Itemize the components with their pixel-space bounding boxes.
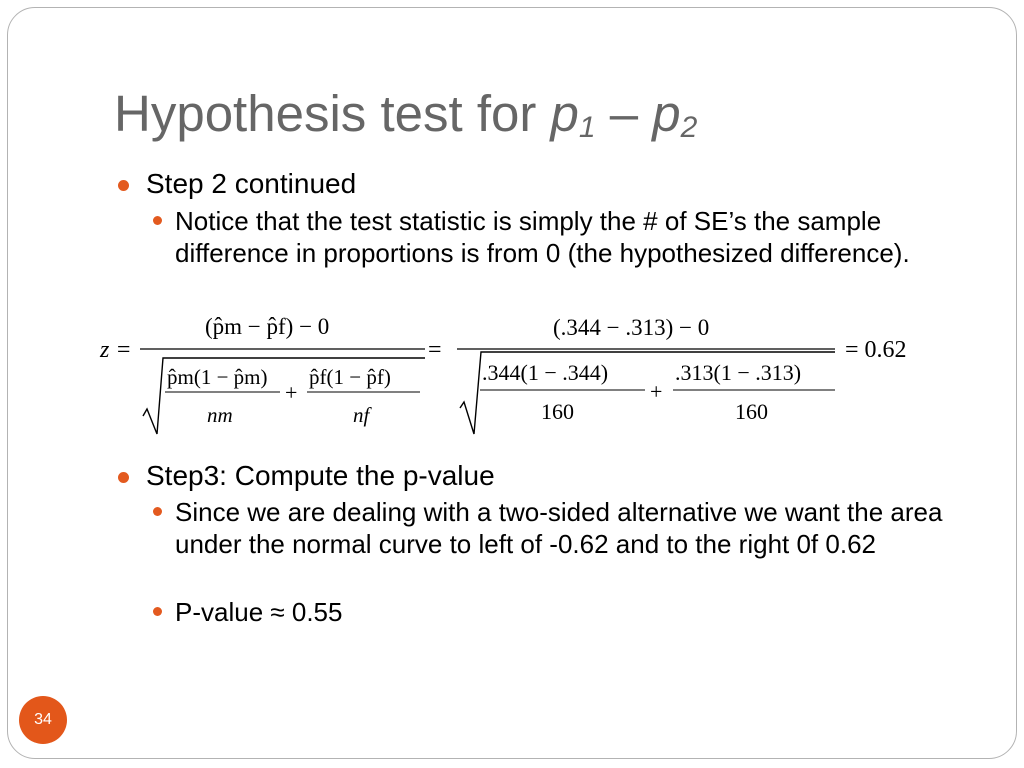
formula-z: z =: [100, 337, 132, 363]
svg-text:+: +: [650, 379, 663, 404]
bullet-dot: [118, 472, 129, 483]
bullet-step3: Step3: Compute the p-value: [146, 460, 495, 491]
formula-numerator-symbolic: (p̂m − p̂f) − 0: [205, 314, 330, 339]
bullet-pvalue: P-value ≈ 0.55: [175, 597, 343, 627]
bullet-dot: [153, 216, 162, 225]
bullet-step2: Step 2 continued: [146, 168, 357, 199]
bullet-dot: [153, 607, 162, 616]
svg-text:+: +: [285, 380, 298, 405]
bullet-dot: [118, 180, 129, 191]
formula-numerator-numeric: (.344 − .313) − 0: [553, 315, 710, 340]
formula-denominator-left: p̂m(1 − p̂m): [167, 365, 268, 389]
formula-n-f: nf: [353, 403, 370, 427]
formula-n1: 160: [541, 399, 574, 424]
page-number-badge: 34: [19, 696, 67, 744]
formula-result: = 0.62: [845, 337, 907, 363]
formula-denominator-right: p̂f(1 − p̂f): [309, 365, 391, 389]
bullet-step2-note: Notice that the test statistic is simply the # of SE’s the sample difference in proportions is from 0 (the hypothesized difference).: [175, 206, 910, 268]
formula-numeric-left: .344(1 − .344): [482, 360, 609, 385]
formula-n-m: nm: [207, 403, 233, 427]
formula-n2: 160: [735, 399, 768, 424]
formula-numeric-right: .313(1 − .313): [675, 360, 802, 385]
slide-title: Hypothesis test for $p_1 - p_2$: [114, 85, 698, 144]
bullet-dot: [153, 507, 162, 516]
formula-equals: =: [428, 337, 442, 363]
z-statistic-formula: [95, 306, 935, 446]
bullet-step3-note: Since we are dealing with a two-sided alternative we want the area under the normal curve to left of -0.62 and to the right 0f 0.62: [175, 497, 943, 559]
